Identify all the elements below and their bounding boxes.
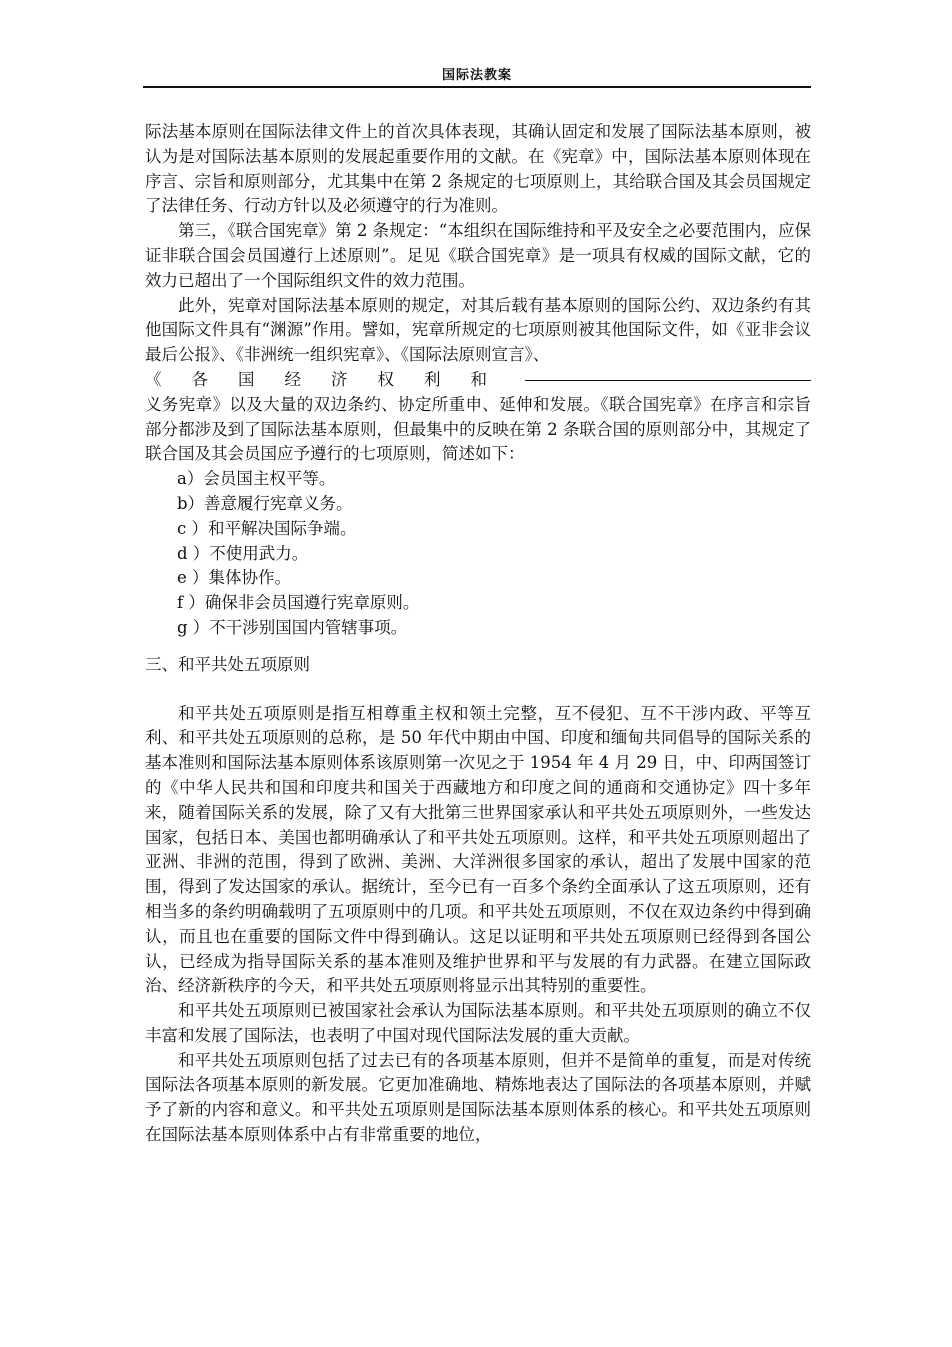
inline-underline (525, 380, 811, 381)
principle-item: e ）集体协作。 (177, 568, 292, 588)
spaced-title-fragment: 《各国经济权利和 (145, 369, 517, 389)
paragraph-source-role-cont: 义务宪章》以及大量的双边条约、协定所重申、延伸和发展。《联合国宪章》在序言和宗旨部分都涉及到了国际法基本原则，但最集中的反映在第 2 条联合国的原则部分中，其规定了联合国及其会员国应予遵行的七项原则，简述如下： (145, 394, 811, 464)
paragraph-source-role: 此外，宪章对国际法基本原则的规定，对其后载有基本原则的国际公约、双边条约有其他国际文件具有“渊源”作用。譬如，宪章所规定的七项原则被其他国际文件，如《亚非会议最后公报》、《非洲统一组织宪章》、《国际法原则宣言》、 (145, 295, 811, 365)
principle-item: c ）和平解决国际争端。 (177, 518, 357, 538)
spaced-line (145, 368, 811, 393)
paragraph-five-principles: 和平共处五项原则是指互相尊重主权和领土完整，互不侵犯、互不干涉内政、平等互利、和平共处五项原则的总称，是 50 年代中期由中国、印度和缅甸共同倡导的国际关系的基本准则和国际法基本原则体系该原则第一次见之于 1954 年 4 月 29 日，中、印两国签订的《中华人民共和国和印度共和国关于西藏地方和印度之间的通商和交通协定》四十多年来，随着国际关系的发展，除了又有大批第三世界国家承认和平共处五项原则外，一些发达国家，包括日本、美国也都明确承认了和平共处五项原则。这样，和平共处五项原则超出了亚洲、非洲的范围，得到了欧洲、美洲、大洋洲很多国家的承认，超出了发展中国家的范围，得到了发达国家的承认。据统计，至今已有一百多个条约全面承认了这五项原则，还有相当多的条约明确载明了五项原则中的几项。和平共处五项原则，不仅在双边条约中得到确认，而且也在重要的国际文件中得到确认。这足以证明和平共处五项原则已经得到各国公认，已经成为指导国际关系的基本准则及维护世界和平与发展的有力武器。在建立国际政治、经济新秩序的今天，和平共处五项原则将显示出其特别的重要性。 (145, 703, 811, 996)
paragraph-development: 和平共处五项原则包括了过去已有的各项基本原则，但并不是简单的重复，而是对传统国际法各项基本原则的新发展。它更加准确地、精炼地表达了国际法的各项基本原则，并赋予了新的内容和意义。和平共处五项原则是国际法基本原则体系的核心。和平共处五项原则在国际法基本原则体系中占有非常重要的地位， (145, 1050, 811, 1145)
principle-item: a）会员国主权平等。 (177, 469, 336, 489)
header-divider (143, 86, 811, 88)
paragraph-continued: 际法基本原则在国际法律文件上的首次具体表现，其确认固定和发展了国际法基本原则，被认为是对国际法基本原则的发展起重要作用的文献。在《宪章》中，国际法基本原则体现在序言、宗旨和原则部分，尤其集中在第 2 条规定的七项原则上，其给联合国及其会员国规定了法律任务、行动方针以及必须遵守的行为准则。 (145, 122, 811, 216)
page-header-title: 国际法教案 (441, 68, 512, 83)
principle-item: f ）确保非会员国遵行宪章原则。 (177, 593, 420, 613)
document-body (145, 120, 811, 1148)
section-heading: 三、和平共处五项原则 (145, 654, 310, 674)
paragraph-recognition: 和平共处五项原则已被国家社会承认为国际法基本原则。和平共处五项原则的确立不仅丰富和发展了国际法，也表明了中国对现代国际法发展的重大贡献。 (145, 1001, 811, 1045)
paragraph-third-point: 第三，《联合国宪章》第 2 条规定：“本组织在国际维持和平及安全之必要范围内，应保证非联合国会员国遵行上述原则”。足见《联合国宪章》是一项具有权威的国际文献，它的效力已超出了一个国际组织文件的效力范围。 (145, 221, 811, 290)
principle-item: g ）不干涉别国国内管辖事项。 (177, 617, 408, 637)
principle-item: d ）不使用武力。 (177, 543, 309, 563)
principle-item: b）善意履行宪章义务。 (177, 493, 353, 513)
